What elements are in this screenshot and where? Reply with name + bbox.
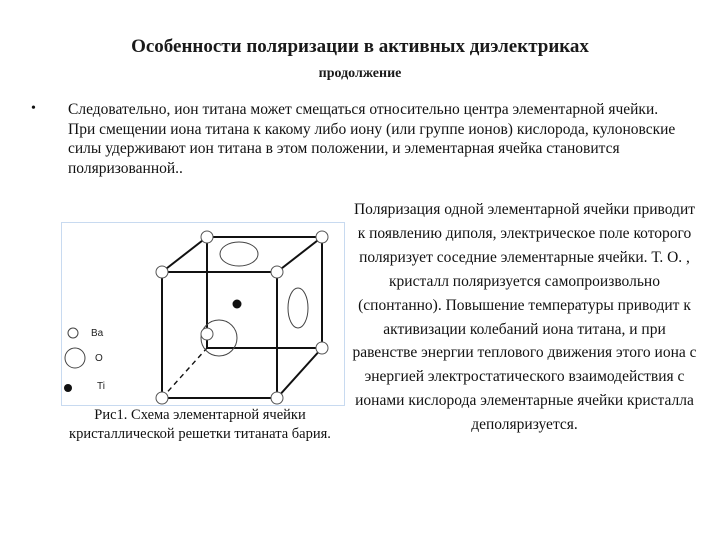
- cube-edge: [162, 237, 207, 272]
- main-paragraph: Следовательно, ион титана может смещаться относительно центра элементарной ячейки. При смещении иона титана к какому либо иону (или группе ионов) кислорода, кулоновские силы удерживают ион титана в этом положении, и элементарная ячейка становится поляризованной..: [68, 101, 676, 177]
- legend-ti-label: Ti: [97, 381, 105, 392]
- right-column-text: Поляризация одной элементарной ячейки приводит к появлению диполя, электрическое поле которого поляризует соседние элементарные ячейки. Т. О. , кристалл поляризуется самопроизвольно (спонтанно). Повышение температуры приводит к активизации колебаний иона титана, и при равенстве энергии теплового движения этого иона с энергией электростатического взаимодействия с ионами кислорода элементарные ячейки кристалла деполяризуется.: [352, 201, 697, 434]
- barium-ion: [156, 392, 168, 404]
- legend-o-label: O: [95, 353, 103, 364]
- bullet-marker: •: [31, 101, 36, 116]
- legend-ba-symbol: [68, 328, 78, 338]
- unit-cell-diagram: [62, 223, 346, 407]
- oxygen-ion-top: [220, 242, 258, 266]
- titanium-ion: [233, 300, 242, 309]
- barium-ion: [201, 231, 213, 243]
- barium-ion: [271, 266, 283, 278]
- oxygen-ion-right: [288, 288, 308, 328]
- barium-ion: [201, 328, 213, 340]
- barium-ion: [316, 342, 328, 354]
- legend-ti-symbol: [64, 384, 72, 392]
- barium-ion: [156, 266, 168, 278]
- cube-edge-hidden: [162, 348, 207, 398]
- legend-o-symbol: [65, 348, 85, 368]
- cube-edge: [277, 348, 322, 398]
- slide-title: Особенности поляризации в активных диэлектриках: [131, 36, 589, 57]
- cube-edge: [277, 237, 322, 272]
- legend-ba-label: Ba: [91, 328, 104, 339]
- slide-subtitle: продолжение: [318, 66, 402, 81]
- barium-ion: [271, 392, 283, 404]
- cube-front-face: [162, 272, 277, 398]
- figure-caption: Рис1. Схема элементарной ячейки кристаллической решетки титаната бария.: [69, 407, 331, 442]
- barium-ion: [316, 231, 328, 243]
- unit-cell-figure: [61, 222, 345, 406]
